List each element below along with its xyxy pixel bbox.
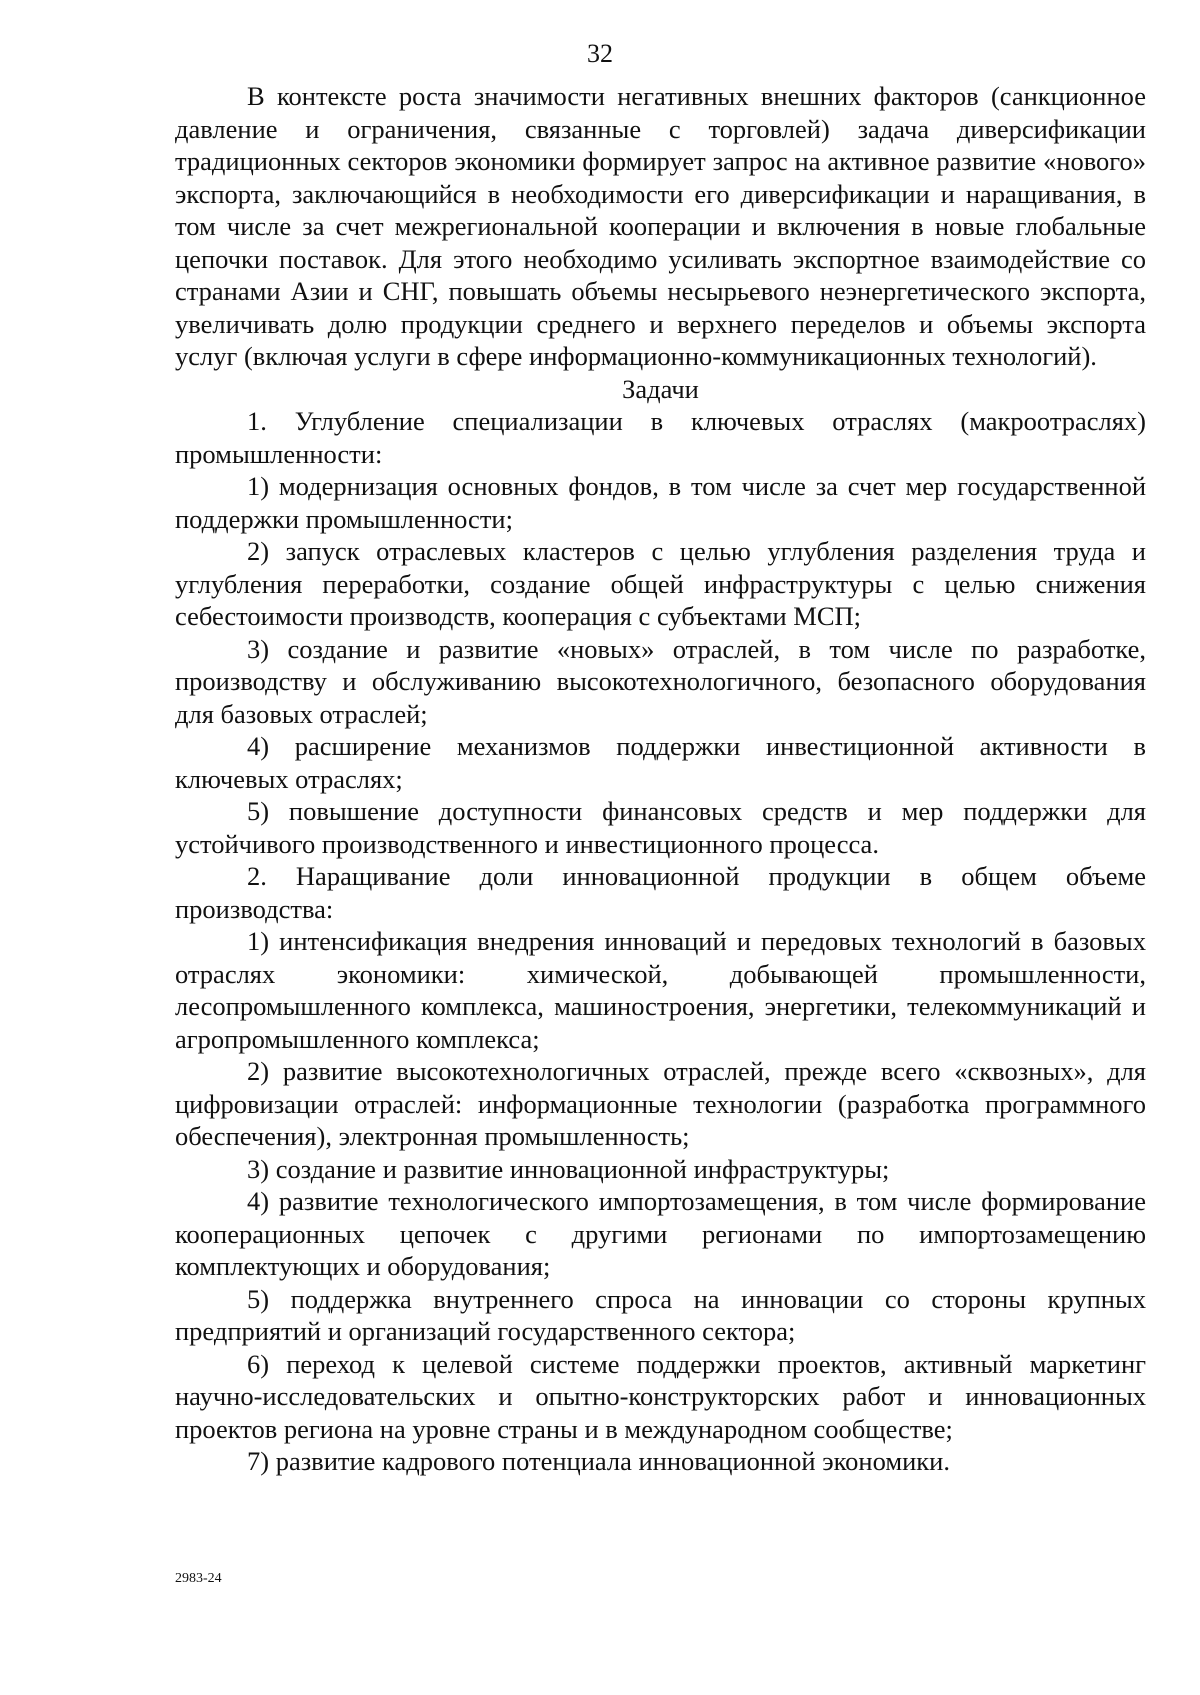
task-1-item-1: 1) модернизация основных фондов, в том числе за счет мер государственной поддержки промышленности; (175, 471, 1146, 534)
task-2-item-4: 4) развитие технологического импортозамещения, в том числе формирование кооперационных цепочек с другими регионами по импортозамещению комплектующих и оборудования; (175, 1186, 1146, 1281)
task-2-item-3: 3) создание и развитие инновационной инфраструктуры; (247, 1153, 890, 1184)
task-1-item-2: 2) запуск отраслевых кластеров с целью углубления разделения труда и углубления переработки, создание общей инфраструктуры с целью снижения себестоимости производств, кооперация с субъектами МСП; (175, 536, 1146, 631)
page-number: 32 (587, 39, 613, 68)
task-2-item-6: 6) переход к целевой системе поддержки проектов, активный маркетинг научно-исследовательских и опытно-конструкторских работ и инновационных проектов региона на уровне страны и в международном сообществе; (175, 1348, 1146, 1444)
document-body (175, 80, 1146, 1478)
task-1-item-5: 5) повышение доступности финансовых средств и мер поддержки для устойчивого производственного и инвестиционного процесса. (175, 796, 1146, 859)
task-1-item-3: 3) создание и развитие «новых» отраслей, в том числе по разработке, производству и обслуживанию высокотехнологичного, безопасного оборудования для базовых отраслей; (175, 633, 1146, 729)
task-2-item-7: 7) развитие кадрового потенциала инновационной экономики. (247, 1446, 950, 1476)
task-2-item-5: 5) поддержка внутреннего спроса на инновации со стороны крупных предприятий и организаций государственного сектора; (175, 1283, 1146, 1346)
task-1-title: 1. Углубление специализации в ключевых отраслях (макроотраслях) промышленности: (175, 406, 1146, 469)
task-2-title: 2. Наращивание доли инновационной продукции в общем объеме производства: (175, 861, 1146, 924)
section-heading: Задачи (622, 373, 699, 404)
task-2-item-2: 2) развитие высокотехнологичных отраслей, прежде всего «сквозных», для цифровизации отраслей: информационные технологии (разработка программного обеспечения), электронная промышленность; (175, 1056, 1146, 1151)
task-1-item-4: 4) расширение механизмов поддержки инвестиционной активности в ключевых отраслях; (175, 731, 1146, 794)
intro-paragraph: В контексте роста значимости негативных внешних факторов (санкционное давление и ограничения, связанные с торговлей) задача диверсификации традиционных секторов экономики формирует запрос на активное развитие «нового» экспорта, заключающийся в необходимости его диверсификации и наращивания, в том числе за счет межрегиональной кооперации и включения в новые глобальные цепочки поставок. Для этого необходимо усиливать экспортное взаимодействие со странами Азии и СНГ, повышать объемы несырьевого неэнергетического экспорта, увеличивать долю продукции среднего и верхнего переделов и объемы экспорта услуг (включая услуги в сфере информационно-коммуникационных технологий). (175, 81, 1146, 371)
document-code: 2983-24 (175, 1571, 222, 1586)
task-2-item-1: 1) интенсификация внедрения инноваций и передовых технологий в базовых отраслях экономики: химической, добывающей промышленности, лесопромышленного комплекса, машиностроения, энергетики, телекоммуникаций и агропромышленного комплекса; (175, 926, 1146, 1054)
